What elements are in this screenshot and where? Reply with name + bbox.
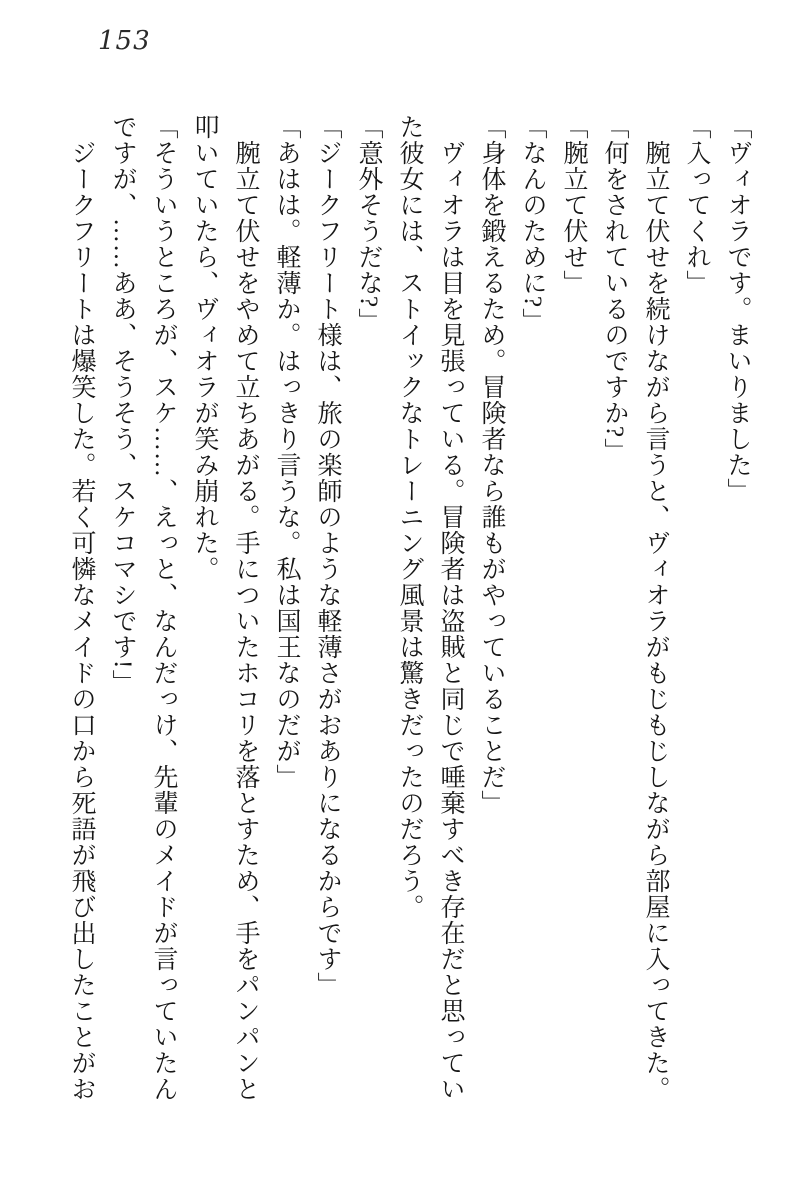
dialogue-line: ですが、……ああ、そうそう、スケコマシです!」 (109, 114, 136, 696)
dialogue-line: 「なんのために?」 (519, 114, 546, 335)
dialogue-line: 「そういうところが、スケ……、えっと、なんだっけ、先輩のメイドが言っていたん (150, 114, 177, 1102)
narration-line: 叩いていたら、ヴィオラが笑み崩れた。 (191, 114, 218, 582)
dialogue-line: 「身体を鍛えるため。冒険者なら誰もがやっていることだ」 (478, 114, 505, 816)
dialogue-line: 「腕立て伏せ」 (560, 114, 587, 296)
dialogue-line: 「ジークフリート様は、旅の楽師のような軽薄さがおありになるからです」 (314, 114, 341, 998)
narration-line: ジークフリートは爆笑した。若く可憐なメイドの口から死語が飛び出したことがお (68, 140, 95, 1102)
text-body (61, 114, 758, 1109)
narration-line: ヴィオラは目を見張っている。冒険者は盗賊と同じで唾棄すべき存在だと思ってい (437, 140, 464, 1102)
dialogue-line: 「ヴィオラです。まいりました」 (724, 114, 751, 504)
narration-line: 腕立て伏せを続けながら言うと、ヴィオラがもじもじしながら部屋に入ってきた。 (642, 140, 669, 1102)
page-number: 153 (98, 26, 151, 56)
dialogue-line: 「何をされているのですか?」 (601, 114, 628, 465)
dialogue-line: 「入ってくれ」 (683, 114, 710, 296)
narration-line: た彼女には、ストイックなトレーニング風景は驚きだったのだろう。 (396, 114, 423, 920)
dialogue-line: 「意外そうだな?」 (355, 114, 382, 335)
narration-line: 腕立て伏せをやめて立ちあがる。手についたホコリを落とすため、手をパンパンと (232, 140, 259, 1102)
dialogue-line: 「あはは。軽薄か。はっきり言うな。私は国王なのだが」 (273, 114, 300, 790)
